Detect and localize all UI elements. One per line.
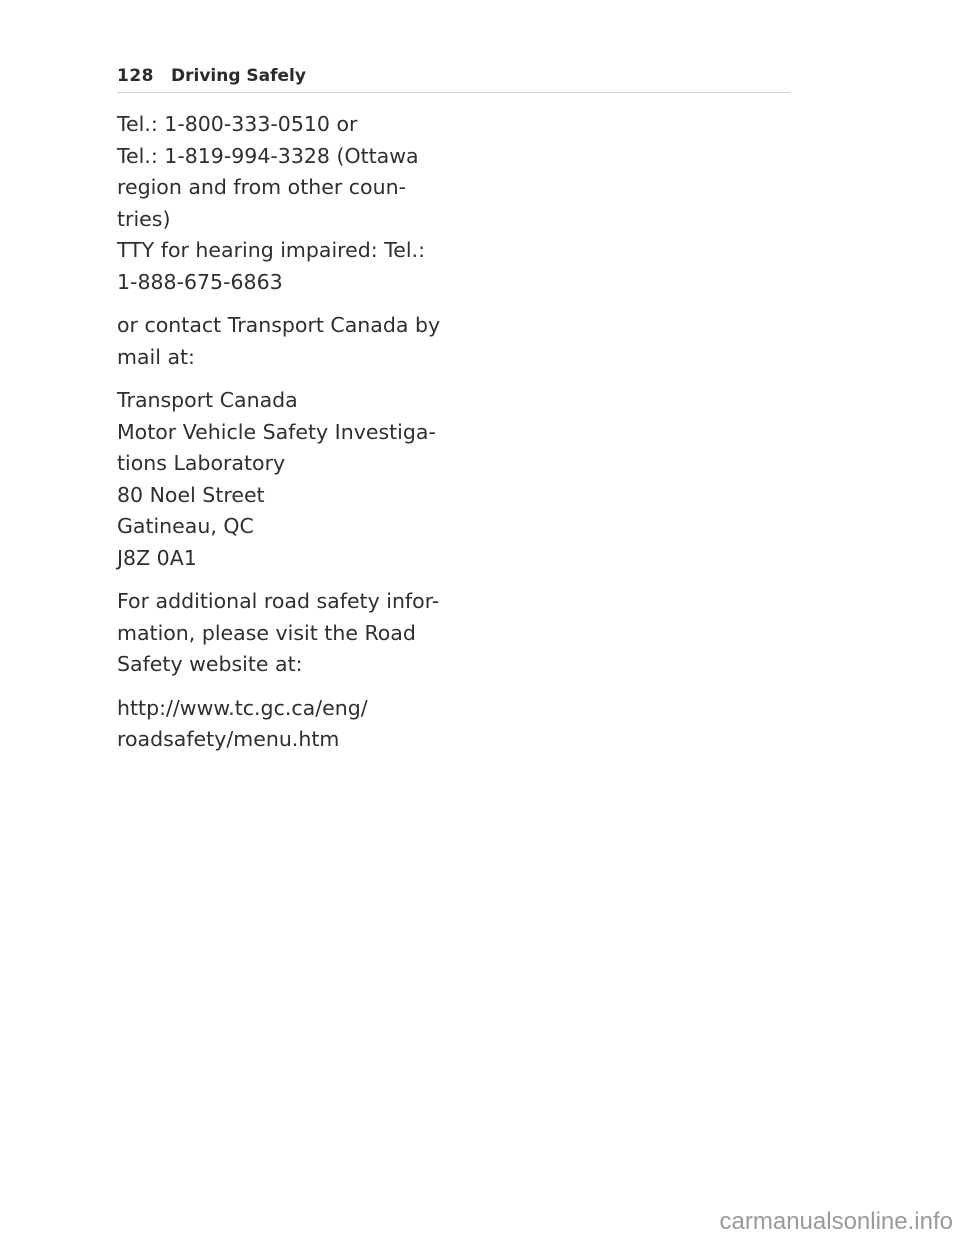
text-line: For additional road safety infor- (117, 589, 440, 613)
text-line: region and from other coun- (117, 175, 406, 199)
body-text (117, 109, 467, 768)
page-number: 128 (117, 66, 154, 86)
text-line: 1-888-675-6863 (117, 269, 283, 294)
address-line: Motor Vehicle Safety Investiga- (117, 419, 436, 444)
text-line: mail at: (117, 344, 195, 369)
website-url (117, 693, 467, 756)
text-line: TTY for hearing impaired: Tel.: (117, 238, 425, 262)
address-line: Gatineau, QC (117, 514, 254, 538)
text-line: Safety website at: (117, 652, 303, 676)
mail-contact-paragraph (117, 310, 467, 373)
text-line: mation, please visit the Road (117, 620, 416, 645)
address-line: tions Laboratory (117, 451, 286, 475)
address-line: 80 Noel Street (117, 482, 265, 507)
page-header (117, 64, 790, 93)
mailing-address (117, 385, 467, 574)
section-title: Driving Safely (171, 66, 306, 86)
url-line: http://www.tc.gc.ca/eng/ (117, 695, 368, 720)
url-line: roadsafety/menu.htm (117, 727, 340, 751)
watermark: carmanualsonline.info (719, 1208, 953, 1235)
text-line: Tel.: 1-800-333-0510 or (117, 112, 358, 136)
text-line: tries) (117, 206, 171, 231)
text-line: or contact Transport Canada by (117, 313, 441, 337)
phone-contact-paragraph (117, 109, 467, 298)
road-safety-paragraph (117, 586, 467, 681)
text-line: Tel.: 1-819-994-3328 (Ottawa (117, 143, 419, 168)
address-line: Transport Canada (117, 388, 298, 412)
address-line: J8Z 0A1 (117, 545, 197, 570)
